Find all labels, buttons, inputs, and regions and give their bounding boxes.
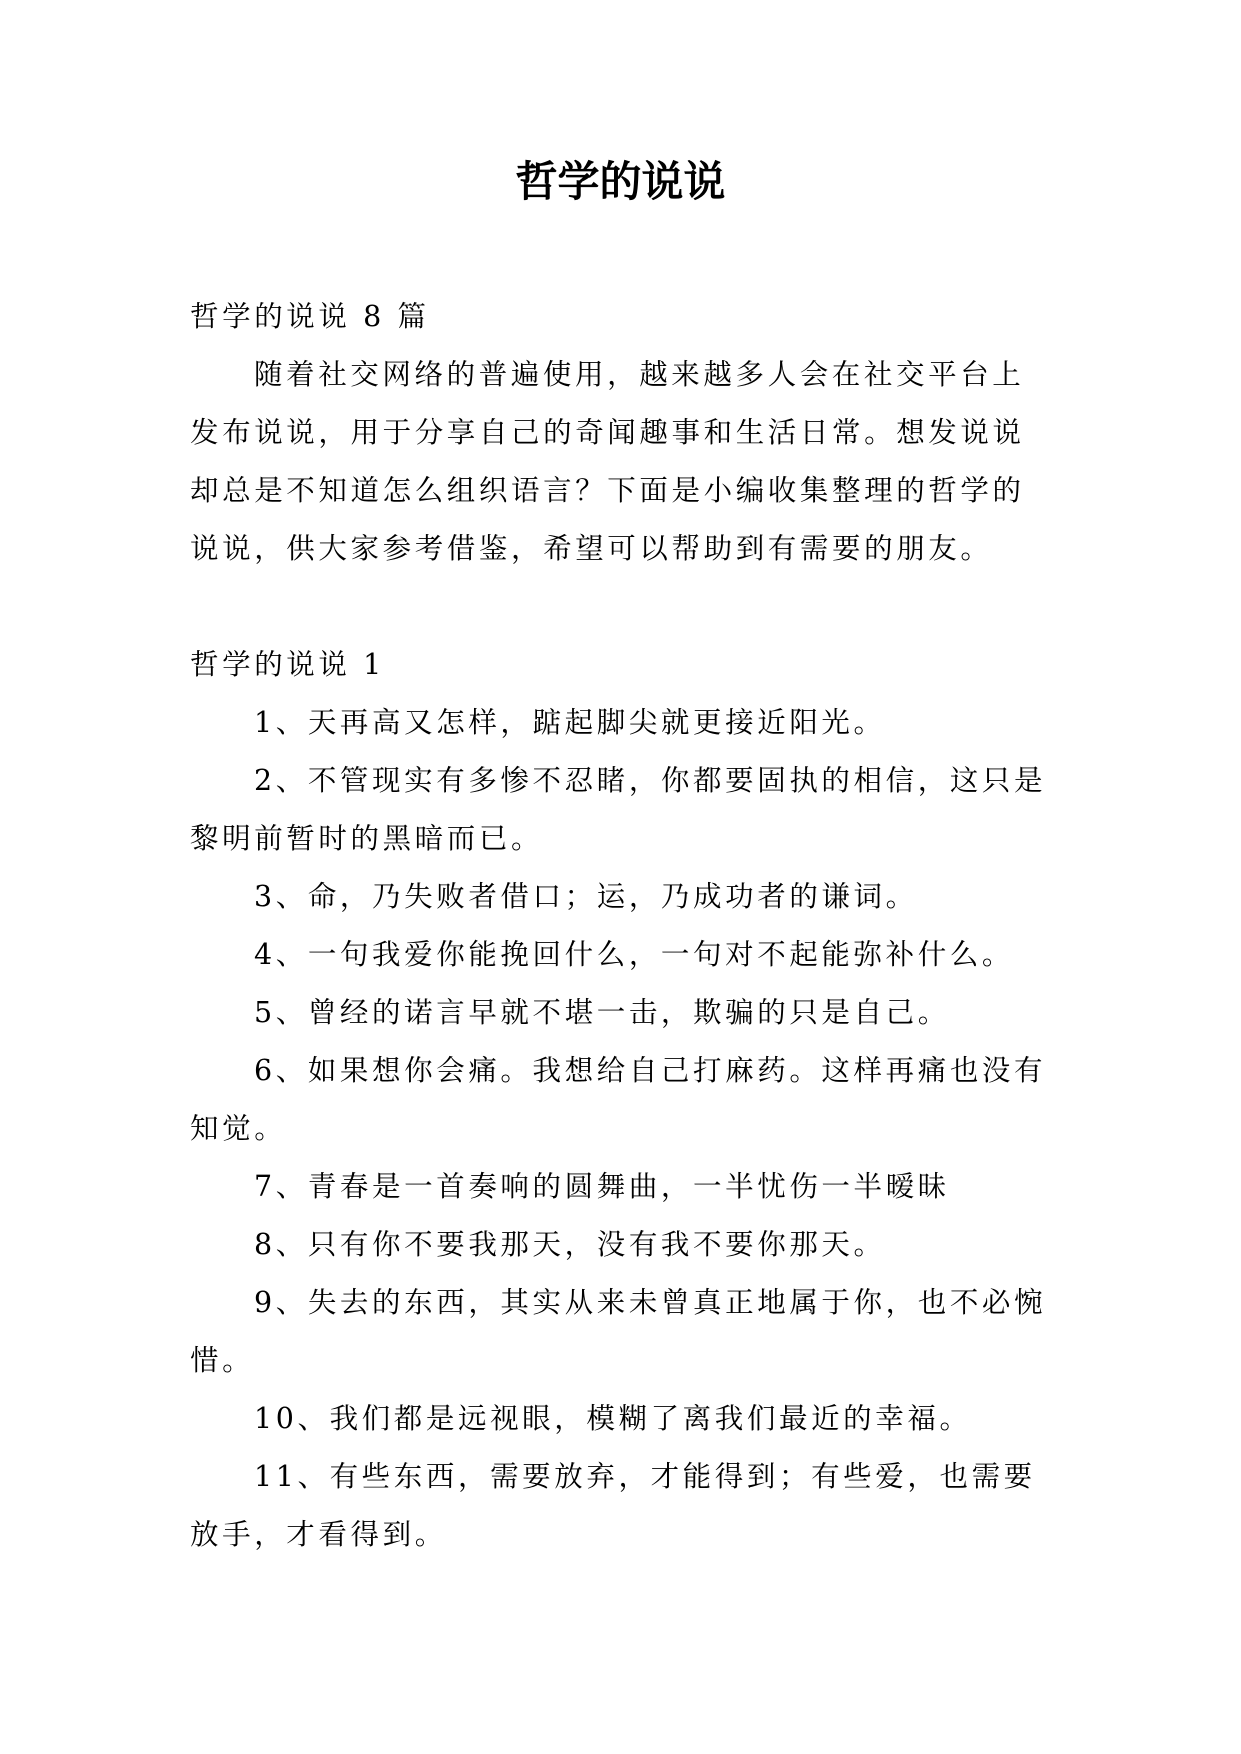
- list-item: 3、命，乃失败者借口；运，乃成功者的谦词。: [254, 880, 918, 913]
- section-spacer: [190, 578, 1052, 636]
- list-item: 9、失去的东西，其实从来未曾真正地属于你，也不必惋惜。: [190, 1286, 1047, 1377]
- list-item: 4、一句我爱你能挽回什么，一句对不起能弥补什么。: [254, 938, 1015, 971]
- list-item: 8、只有你不要我那天，没有我不要你那天。: [254, 1228, 886, 1261]
- list-item: 5、曾经的诺言早就不堪一击，欺骗的只是自己。: [254, 996, 950, 1029]
- list-item: 7、青春是一首奏响的圆舞曲，一半忧伤一半暧昧: [254, 1170, 950, 1203]
- document-body: [190, 288, 1052, 1564]
- document-subtitle: 哲学的说说 8 篇: [190, 300, 430, 333]
- list-item: 11、有些东西，需要放弃，才能得到；有些爱，也需要放手，才看得到。: [190, 1460, 1036, 1551]
- list-item: 6、如果想你会痛。我想给自己打麻药。这样再痛也没有知觉。: [190, 1054, 1047, 1145]
- list-item: 10、我们都是远视眼，模糊了离我们最近的幸福。: [254, 1402, 972, 1435]
- section-heading: 哲学的说说 1: [190, 648, 385, 681]
- list-item: 2、不管现实有多惨不忍睹，你都要固执的相信，这只是黎明前暂时的黑暗而已。: [190, 764, 1047, 855]
- page-title: 哲学的说说: [515, 157, 726, 206]
- intro-paragraph: 随着社交网络的普遍使用，越来越多人会在社交平台上发布说说，用于分享自己的奇闻趣事和生活日常。想发说说却总是不知道怎么组织语言？下面是小编收集整理的哲学的说说，供大家参考借鉴，希望可以帮助到有需要的朋友。: [190, 358, 1025, 565]
- list-item: 1、天再高又怎样，踮起脚尖就更接近阳光。: [254, 706, 886, 739]
